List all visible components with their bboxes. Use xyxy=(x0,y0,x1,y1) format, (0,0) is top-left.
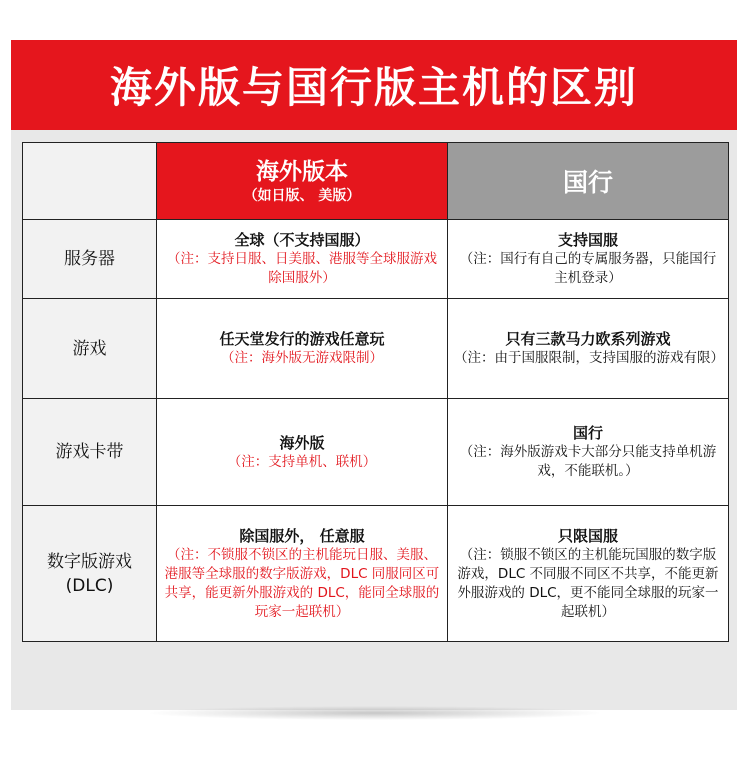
overseas-cell xyxy=(157,220,448,299)
cell-note: （注：支持单机、联机） xyxy=(227,453,377,470)
table-row xyxy=(23,506,729,642)
header-overseas xyxy=(157,143,448,220)
row-label: 服务器 xyxy=(23,220,157,299)
cell-title: 只有三款马力欧系列游戏 xyxy=(505,330,671,348)
cell-note: （注：海外版游戏卡大部分只能支持单机游戏，不能联机。） xyxy=(459,444,717,479)
cell-title: 任天堂发行的游戏任意玩 xyxy=(219,330,385,348)
header-national xyxy=(448,143,729,220)
cell-note: （注：海外版无游戏限制） xyxy=(221,350,383,366)
title-banner xyxy=(11,40,737,130)
cell-title: 除国服外， 任意服 xyxy=(239,526,365,545)
table-row xyxy=(23,399,729,506)
cell-title: 支持国服 xyxy=(557,231,618,249)
header-corner-cell xyxy=(23,143,157,220)
cell-note: （注：不锁服不锁区的主机能玩日服、美服、港服等全球服的数字版游戏，DLC 同服同区可共享，能更新外服游戏的 DLC，能同全球服的玩家一起联机） xyxy=(164,546,440,620)
row-label: 游戏 xyxy=(23,299,157,399)
cell-title: 海外版 xyxy=(279,433,325,452)
cell-note: （注：国行有自己的专属服务器，只能国行主机登录） xyxy=(459,251,717,286)
page-title: 海外版与国行版主机的区别 xyxy=(109,63,638,112)
header-overseas-title: 海外版本 xyxy=(256,159,348,185)
table-header-row xyxy=(23,143,729,220)
table-row xyxy=(23,220,729,299)
header-national-title: 国行 xyxy=(562,168,613,197)
cell-title: 只限国服 xyxy=(557,526,618,545)
header-overseas-subtitle: （如日版、 美版） xyxy=(243,188,361,204)
overseas-cell xyxy=(157,299,448,399)
comparison-table xyxy=(22,142,729,642)
national-cell xyxy=(448,399,729,506)
table-row xyxy=(23,299,729,399)
cell-title: 全球（不支持国服） xyxy=(234,231,370,249)
national-cell xyxy=(448,220,729,299)
national-cell xyxy=(448,299,729,399)
cell-note: （注：由于国服限制，支持国服的游戏有限） xyxy=(454,350,724,366)
overseas-cell xyxy=(157,399,448,506)
national-cell xyxy=(448,506,729,642)
cell-title: 国行 xyxy=(572,424,603,442)
row-label: 游戏卡带 xyxy=(23,399,157,506)
row-label: 数字版游戏 (DLC) xyxy=(23,506,157,642)
cell-note: （注：锁服不锁区的主机能玩国服的数字版游戏，DLC 不同服不同区不共享，不能更新外服游戏的 DLC，更不能同全球服的玩家一起联机） xyxy=(457,546,719,620)
drop-shadow xyxy=(150,706,600,720)
cell-note: （注：支持日服、日美服、港服等全球服游戏除国服外） xyxy=(167,251,437,286)
overseas-cell xyxy=(157,506,448,642)
